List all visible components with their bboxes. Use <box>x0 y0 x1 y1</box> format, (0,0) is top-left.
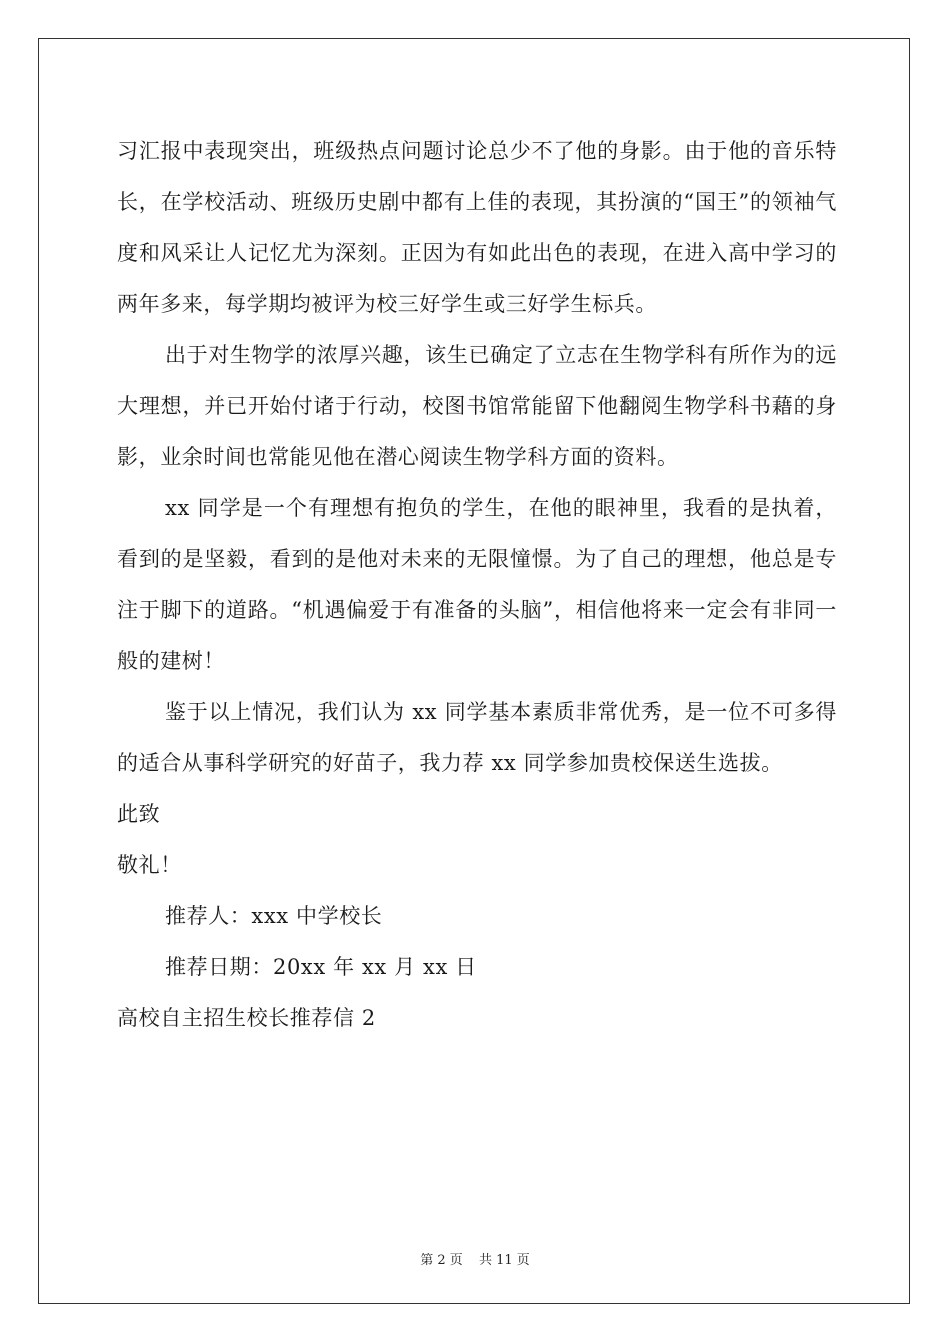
page-footer <box>0 1249 950 1268</box>
paragraph-biology-interest: 出于对生物学的浓厚兴趣，该生已确定了立志在生物学科有所作为的远大理想，并已开始付诸于行动，校图书馆常能留下他翻阅生物学科书藉的身影，业余时间也常能见他在潜心阅读生物学科方面的资料。 <box>117 343 837 469</box>
total-pages: 共 11 页 <box>478 1253 530 1268</box>
recommender-line: 推荐人：xxx 中学校长 <box>165 904 383 928</box>
paragraph-continuation: 习汇报中表现突出，班级热点问题讨论总少不了他的身影。由于他的音乐特长，在学校活动、班级历史剧中都有上佳的表现，其扮演的“国王”的领袖气度和风采让人记忆尤为深刻。正因为有如此出色的表现，在进入高中学习的两年多来，每学期均被评为校三好学生或三好学生标兵。 <box>117 139 837 316</box>
document-body <box>117 126 837 1044</box>
closing-regards: 敬礼！ <box>117 853 182 877</box>
page-number: 第 2 页 <box>420 1253 463 1268</box>
paragraph-recommendation: 鉴于以上情况，我们认为 xx 同学基本素质非常优秀，是一位不可多得的适合从事科学研究的好苗子，我力荐 xx 同学参加贵校保送生选拔。 <box>117 700 837 775</box>
paragraph-student-ideals: xx 同学是一个有理想有抱负的学生，在他的眼神里，我看的是执着，看到的是坚毅，看到的是他对未来的无限憧憬。为了自己的理想，他总是专注于脚下的道路。“机遇偏爱于有准备的头脑”，相信他将来一定会有非同一般的建树！ <box>117 496 837 673</box>
closing-salutation: 此致 <box>117 802 161 826</box>
recommendation-date: 推荐日期：20xx 年 xx 月 xx 日 <box>165 955 477 979</box>
next-section-title: 高校自主招生校长推荐信 2 <box>117 1006 376 1030</box>
